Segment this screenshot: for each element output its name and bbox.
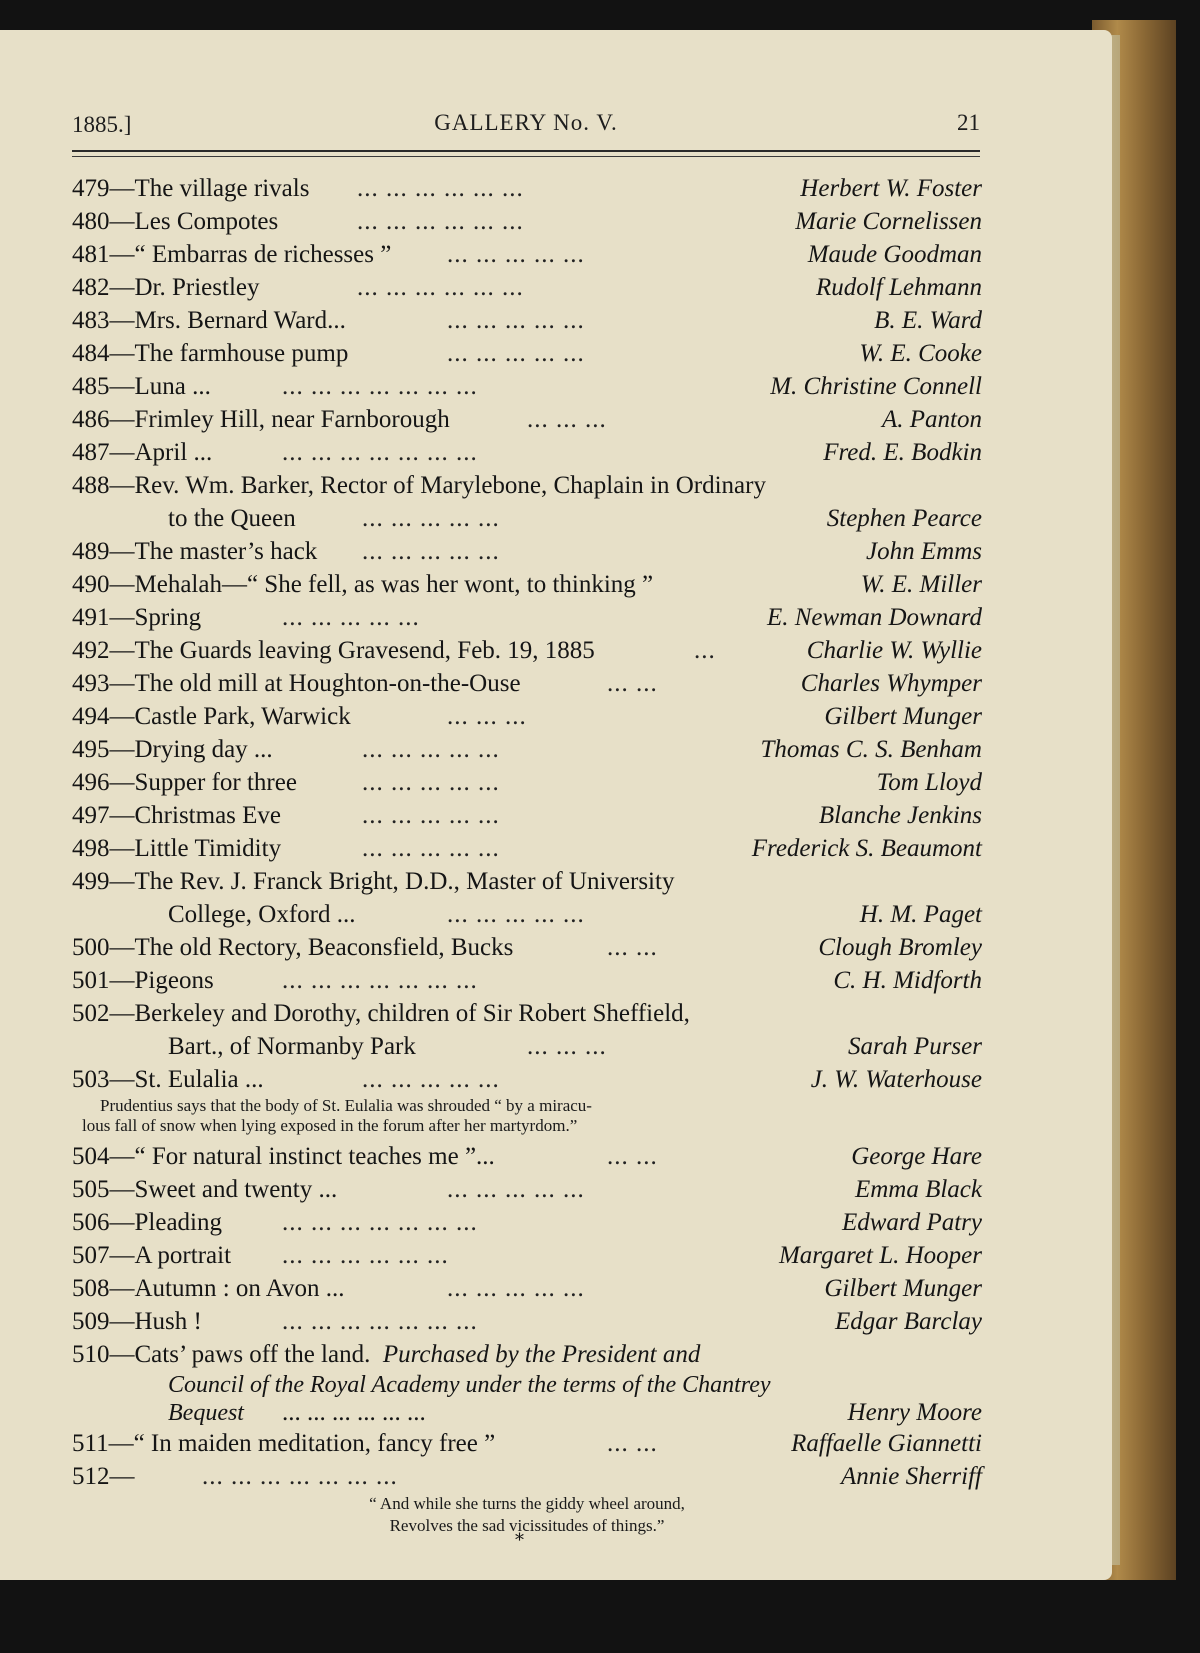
purchase-note: Council of the Royal Academy under the terms of the Chantrey Bequest ... ... ... ... ... ... Henry Moore (168, 1372, 982, 1426)
eulalia-note: Prudentius says that the body of St. Eulalia was shrouded “ by a miracu- lous fall of snow when lying exposed in the forum after her martyrdom.” (82, 1096, 592, 1135)
catalogue-entries (72, 172, 982, 1553)
entry-502: 502—Berkeley and Dorothy, children of Sir Robert Sheffield, (72, 1000, 690, 1027)
entry-507: 507—A portrait ... ... ... ... ... ... Margaret L. Hooper (72, 1242, 982, 1269)
entry-506: 506—Pleading ... ... ... ... ... ... ... Edward Patry (72, 1209, 982, 1236)
entry-488-continued: to the Queen ... ... ... ... ... Stephen Pearce (168, 505, 982, 532)
entry-505: 505—Sweet and twenty ... ... ... ... ... ... Emma Black (72, 1176, 982, 1203)
entry-511: 511—“ In maiden meditation, fancy free ” ... ... Raffaelle Giannetti (72, 1430, 982, 1457)
entry-504: 504—“ For natural instinct teaches me ”... ... ... George Hare (72, 1143, 982, 1170)
entry-499: 499—The Rev. J. Franck Bright, D.D., Master of University (72, 868, 675, 895)
entry-483: 483—Mrs. Bernard Ward... ... ... ... ... ... B. E. Ward (72, 307, 982, 334)
entry-495: 495—Drying day ... ... ... ... ... ... Thomas C. S. Benham (72, 736, 982, 763)
entry-499-continued: College, Oxford ... ... ... ... ... ... H. M. Paget (168, 901, 982, 928)
entry-494: 494—Castle Park, Warwick ... ... ... Gilbert Munger (72, 703, 982, 730)
entry-485: 485—Luna ... ... ... ... ... ... ... ... M. Christine Connell (72, 373, 982, 400)
closing-quote: “ And while she turns the giddy wheel around, Revolves the sad vicissitudes of things.” (369, 1494, 685, 1535)
entry-482: 482—Dr. Priestley ... ... ... ... ... ... Rudolf Lehmann (72, 274, 982, 301)
entry-502-continued: Bart., of Normanby Park ... ... ... Sarah Purser (168, 1033, 982, 1060)
entry-500: 500—The old Rectory, Beaconsfield, Bucks ... ... Clough Bromley (72, 934, 982, 961)
entry-496: 496—Supper for three ... ... ... ... ... Tom Lloyd (72, 769, 982, 796)
entry-491: 491—Spring ... ... ... ... ... E. Newman Downard (72, 604, 982, 631)
entry-480: 480—Les Compotes ... ... ... ... ... ... Marie Cornelissen (72, 208, 982, 235)
header-title: GALLERY No. V. (434, 110, 618, 135)
entry-488: 488—Rev. Wm. Barker, Rector of Marylebone, Chaplain in Ordinary (72, 472, 766, 499)
entry-498: 498—Little Timidity ... ... ... ... ... Frederick S. Beaumont (72, 835, 982, 862)
header-rule-thin (72, 156, 980, 157)
header-year: 1885.] (72, 112, 132, 137)
end-mark: * (515, 1530, 524, 1551)
entry-481: 481—“ Embarras de richesses ” ... ... ... ... ... Maude Goodman (72, 241, 982, 268)
page-header (72, 104, 980, 144)
entry-503: 503—St. Eulalia ... ... ... ... ... ... J. W. Waterhouse (72, 1066, 982, 1093)
entry-490: 490—Mehalah—“ She fell, as was her wont, to thinking ” W. E. Miller (72, 571, 982, 598)
entry-492: 492—The Guards leaving Gravesend, Feb. 19, 1885 ... Charlie W. Wyllie (72, 637, 982, 664)
entry-509: 509—Hush ! ... ... ... ... ... ... ... Edgar Barclay (72, 1308, 982, 1335)
header-rule (72, 150, 980, 152)
entry-508: 508—Autumn : on Avon ... ... ... ... ... ... Gilbert Munger (72, 1275, 982, 1302)
entry-484: 484—The farmhouse pump ... ... ... ... ... W. E. Cooke (72, 340, 982, 367)
page-number: 21 (957, 110, 980, 135)
entry-487: 487—April ... ... ... ... ... ... ... ... Fred. E. Bodkin (72, 439, 982, 466)
entry-493: 493—The old mill at Houghton-on-the-Ouse ... ... Charles Whymper (72, 670, 982, 697)
entry-489: 489—The master’s hack ... ... ... ... ... John Emms (72, 538, 982, 565)
entry-501: 501—Pigeons ... ... ... ... ... ... ... C. H. Midforth (72, 967, 982, 994)
entry-512: 512— ... ... ... ... ... ... ... Annie Sherriff (72, 1463, 982, 1490)
entry-497: 497—Christmas Eve ... ... ... ... ... Blanche Jenkins (72, 802, 982, 829)
entry-510: 510—Cats’ paws off the land. Purchased by the President and (72, 1341, 701, 1368)
entry-486: 486—Frimley Hill, near Farnborough ... ... ... A. Panton (72, 406, 982, 433)
entry-479: 479—The village rivals ... ... ... ... ... ... Herbert W. Foster (72, 175, 982, 202)
